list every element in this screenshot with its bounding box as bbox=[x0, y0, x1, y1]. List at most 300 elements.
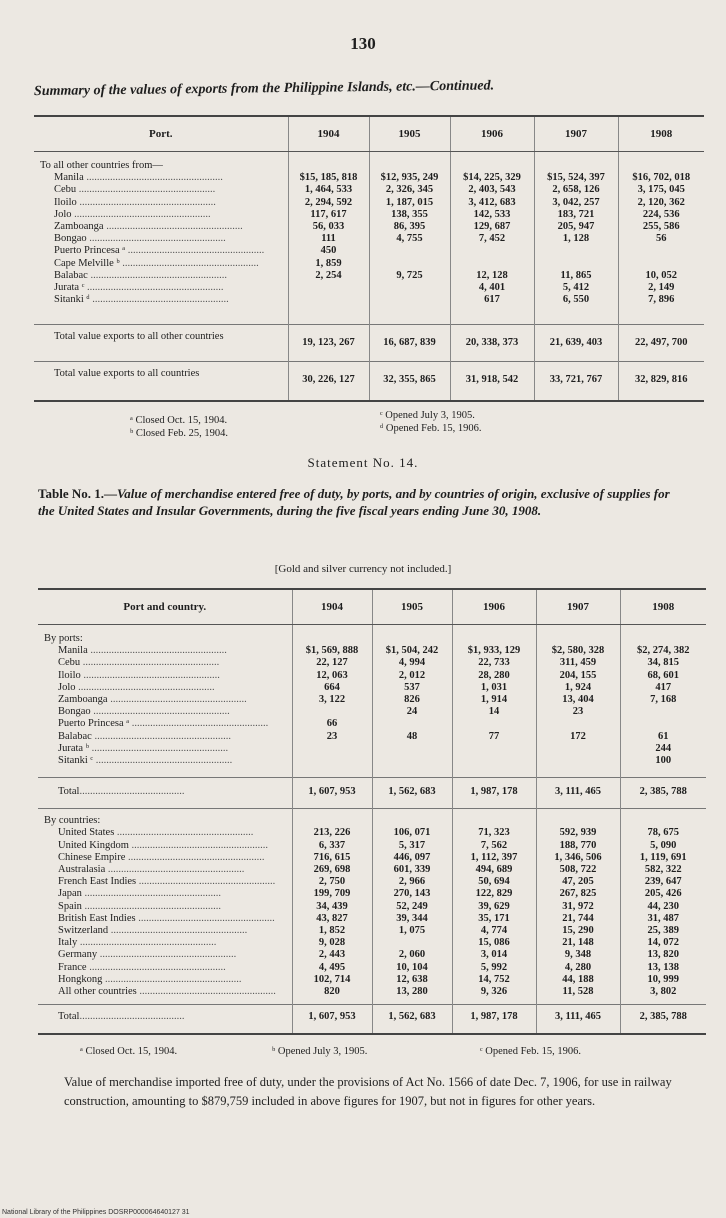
total-other-1905: 16, 687, 839 bbox=[369, 325, 450, 362]
country-row bbox=[38, 876, 706, 888]
port-value-1904: $1, 569, 888 bbox=[292, 645, 372, 657]
total-other-1908: 22, 497, 700 bbox=[618, 325, 704, 362]
country-value-1904: 269, 698 bbox=[292, 864, 372, 876]
port-value-1906 bbox=[452, 718, 536, 730]
country-label-british-east-indies: British East Indies .................................................... bbox=[58, 912, 275, 924]
t2-footnote-c: ᶜ Opened Feb. 15, 1906. bbox=[480, 1046, 581, 1057]
country-value-1908: 31, 487 bbox=[620, 913, 706, 925]
port-label-jolo: Jolo .................................................... bbox=[58, 681, 215, 693]
country-label-united-kingdom: United Kingdom .................................................... bbox=[58, 839, 268, 851]
export-value-1905: 9, 725 bbox=[369, 270, 450, 282]
ports-total-1908: 2, 385, 788 bbox=[620, 778, 706, 809]
country-label-australasia: Australasia .................................................... bbox=[58, 864, 245, 876]
year-header-1908: 1908 bbox=[618, 116, 704, 152]
export-value-1905: 86, 395 bbox=[369, 221, 450, 233]
total-other-1907: 21, 639, 403 bbox=[534, 325, 618, 362]
country-value-1907: 592, 939 bbox=[536, 827, 620, 839]
t2-footnote-a: ᵃ Closed Oct. 15, 1904. bbox=[80, 1046, 178, 1057]
port-value-1908 bbox=[620, 706, 706, 718]
export-value-1907: 11, 865 bbox=[534, 270, 618, 282]
port-row bbox=[38, 718, 706, 730]
export-row bbox=[34, 282, 704, 294]
country-label-hongkong: Hongkong .................................................... bbox=[58, 973, 242, 985]
port-value-1906: 14 bbox=[452, 706, 536, 718]
country-value-1907: 15, 290 bbox=[536, 925, 620, 937]
port-value-1908 bbox=[620, 718, 706, 730]
footnote-c: ᶜ Opened July 3, 1905. bbox=[380, 410, 475, 421]
country-value-1908: 239, 647 bbox=[620, 876, 706, 888]
country-row bbox=[38, 937, 706, 949]
export-value-1907: 3, 042, 257 bbox=[534, 197, 618, 209]
country-label-spain: Spain .................................................... bbox=[58, 900, 222, 912]
country-label-japan: Japan .................................................... bbox=[58, 888, 222, 900]
statement-heading: Statement No. 14. bbox=[307, 455, 419, 470]
port-label-iloilo: Iloilo .................................................... bbox=[58, 669, 220, 681]
export-label-sitanki: Sitanki ᵈ .................................................... bbox=[54, 294, 229, 306]
export-value-1907: 5, 412 bbox=[534, 282, 618, 294]
country-value-1908: 205, 426 bbox=[620, 888, 706, 900]
country-value-1906: 35, 171 bbox=[452, 913, 536, 925]
group-label: To all other countries from— bbox=[40, 160, 163, 171]
export-row bbox=[34, 233, 704, 245]
country-label-chinese-empire: Chinese Empire .................................................... bbox=[58, 851, 265, 863]
country-value-1907: 9, 348 bbox=[536, 949, 620, 961]
country-value-1906: 7, 562 bbox=[452, 840, 536, 852]
country-value-1908: 25, 389 bbox=[620, 925, 706, 937]
country-row bbox=[38, 974, 706, 986]
country-row bbox=[38, 901, 706, 913]
country-value-1908: 44, 230 bbox=[620, 901, 706, 913]
country-value-1904: 6, 337 bbox=[292, 840, 372, 852]
export-value-1906 bbox=[450, 245, 534, 257]
total-all-1904: 30, 226, 127 bbox=[288, 362, 369, 402]
country-value-1905: 1, 075 bbox=[372, 925, 452, 937]
export-label-jurata: Jurata ᶜ .................................................... bbox=[54, 282, 224, 294]
total-all-label: Total value exports to all countries bbox=[54, 368, 200, 380]
export-value-1906: 617 bbox=[450, 294, 534, 306]
port-value-1906 bbox=[452, 755, 536, 767]
export-label-cebu: Cebu .................................................... bbox=[54, 184, 216, 196]
export-label-puerto-princesa: Puerto Princesa ᵃ .................................................... bbox=[54, 245, 265, 257]
country-value-1906: 5, 992 bbox=[452, 962, 536, 974]
country-value-1906: 4, 774 bbox=[452, 925, 536, 937]
country-value-1906: 39, 629 bbox=[452, 901, 536, 913]
country-value-1905: 601, 339 bbox=[372, 864, 452, 876]
export-value-1904: 1, 859 bbox=[288, 258, 369, 270]
export-value-1908: 10, 052 bbox=[618, 270, 704, 282]
port-value-1906: 77 bbox=[452, 731, 536, 743]
country-value-1905: 12, 638 bbox=[372, 974, 452, 986]
port-label-sitanki: Sitanki ᶜ .................................................... bbox=[58, 755, 233, 767]
port-value-1905: 24 bbox=[372, 706, 452, 718]
export-value-1906: $14, 225, 329 bbox=[450, 172, 534, 184]
export-value-1908: $16, 702, 018 bbox=[618, 172, 704, 184]
export-value-1906: 12, 128 bbox=[450, 270, 534, 282]
country-value-1905: 270, 143 bbox=[372, 888, 452, 900]
country-row bbox=[38, 949, 706, 961]
export-value-1907: 183, 721 bbox=[534, 209, 618, 221]
port-value-1904: 22, 127 bbox=[292, 657, 372, 669]
port-value-1906: 28, 280 bbox=[452, 670, 536, 682]
country-value-1907: 508, 722 bbox=[536, 864, 620, 876]
country-value-1904: 102, 714 bbox=[292, 974, 372, 986]
export-value-1904 bbox=[288, 282, 369, 294]
export-value-1904: 111 bbox=[288, 233, 369, 245]
port-label-jurata: Jurata ᵇ .................................................... bbox=[58, 742, 229, 754]
export-row bbox=[34, 270, 704, 282]
country-value-1906: 50, 694 bbox=[452, 876, 536, 888]
export-value-1904: 56, 033 bbox=[288, 221, 369, 233]
port-value-1905 bbox=[372, 743, 452, 755]
by-countries-label: By countries: bbox=[44, 815, 101, 827]
port-value-1904: 66 bbox=[292, 718, 372, 730]
currency-note: [Gold and silver currency not included.] bbox=[274, 563, 452, 575]
country-value-1905: 10, 104 bbox=[372, 962, 452, 974]
table2-title-text: Value of merchandise entered free of duty, by ports, and by countries of origin, exclusive of supplies for the United States and Insular Governments, during the five fiscal years ending June 30, 1908. bbox=[38, 486, 670, 518]
total-other-1904: 19, 123, 267 bbox=[288, 325, 369, 362]
export-row bbox=[34, 294, 704, 306]
export-value-1908: 56 bbox=[618, 233, 704, 245]
page-number: 130 bbox=[350, 34, 376, 53]
country-row bbox=[38, 827, 706, 839]
country-value-1905: 13, 280 bbox=[372, 986, 452, 998]
export-value-1908: 255, 586 bbox=[618, 221, 704, 233]
country-value-1904: 213, 226 bbox=[292, 827, 372, 839]
country-value-1908: 13, 820 bbox=[620, 949, 706, 961]
export-value-1908: 3, 175, 045 bbox=[618, 184, 704, 196]
port-row bbox=[38, 755, 706, 767]
export-value-1905: $12, 935, 249 bbox=[369, 172, 450, 184]
export-value-1907: 205, 947 bbox=[534, 221, 618, 233]
country-value-1904: 43, 827 bbox=[292, 913, 372, 925]
export-value-1906: 129, 687 bbox=[450, 221, 534, 233]
country-value-1907: 21, 148 bbox=[536, 937, 620, 949]
export-value-1905 bbox=[369, 294, 450, 306]
export-row bbox=[34, 197, 704, 209]
countries-total-1905: 1, 562, 683 bbox=[372, 1005, 452, 1035]
country-value-1907: 267, 825 bbox=[536, 888, 620, 900]
export-value-1906: 142, 533 bbox=[450, 209, 534, 221]
t2-year-header-1907: 1907 bbox=[536, 589, 620, 625]
country-label-germany: Germany .................................................... bbox=[58, 949, 237, 961]
export-value-1908: 2, 149 bbox=[618, 282, 704, 294]
export-value-1905: 138, 355 bbox=[369, 209, 450, 221]
country-value-1905: 39, 344 bbox=[372, 913, 452, 925]
port-value-1907: 1, 924 bbox=[536, 682, 620, 694]
countries-total-1904: 1, 607, 953 bbox=[292, 1005, 372, 1035]
export-label-manila: Manila .................................................... bbox=[54, 172, 223, 184]
port-value-1908: 61 bbox=[620, 731, 706, 743]
country-value-1908: 1, 119, 691 bbox=[620, 852, 706, 864]
country-label-italy: Italy .................................................... bbox=[58, 937, 217, 949]
port-row bbox=[38, 670, 706, 682]
port-value-1905: 2, 012 bbox=[372, 670, 452, 682]
port-value-1907: $2, 580, 328 bbox=[536, 645, 620, 657]
port-value-1904 bbox=[292, 706, 372, 718]
export-label-bongao: Bongao .................................................... bbox=[54, 233, 226, 245]
export-value-1904: 450 bbox=[288, 245, 369, 257]
port-column-header: Port. bbox=[34, 116, 288, 152]
country-value-1904: 820 bbox=[292, 986, 372, 998]
port-value-1907 bbox=[536, 755, 620, 767]
total-all-1906: 31, 918, 542 bbox=[450, 362, 534, 402]
total-all-1907: 33, 721, 767 bbox=[534, 362, 618, 402]
port-value-1907: 13, 404 bbox=[536, 694, 620, 706]
free-entries-table bbox=[38, 588, 706, 1035]
country-value-1907: 188, 770 bbox=[536, 840, 620, 852]
country-value-1907: 11, 528 bbox=[536, 986, 620, 998]
port-value-1904: 664 bbox=[292, 682, 372, 694]
export-value-1906: 2, 403, 543 bbox=[450, 184, 534, 196]
country-value-1907: 1, 346, 506 bbox=[536, 852, 620, 864]
port-value-1906: 1, 031 bbox=[452, 682, 536, 694]
country-value-1908: 3, 802 bbox=[620, 986, 706, 998]
port-row bbox=[38, 682, 706, 694]
country-value-1907: 44, 188 bbox=[536, 974, 620, 986]
country-value-1905: 446, 097 bbox=[372, 852, 452, 864]
export-value-1907 bbox=[534, 245, 618, 257]
country-value-1906: 9, 326 bbox=[452, 986, 536, 998]
country-value-1908: 10, 999 bbox=[620, 974, 706, 986]
port-value-1906: $1, 933, 129 bbox=[452, 645, 536, 657]
total-all-1905: 32, 355, 865 bbox=[369, 362, 450, 402]
port-value-1904 bbox=[292, 755, 372, 767]
export-value-1904: 2, 294, 592 bbox=[288, 197, 369, 209]
countries-total-1908: 2, 385, 788 bbox=[620, 1005, 706, 1035]
export-value-1905: 2, 326, 345 bbox=[369, 184, 450, 196]
export-value-1907: $15, 524, 397 bbox=[534, 172, 618, 184]
port-value-1908: 244 bbox=[620, 743, 706, 755]
country-value-1906: 71, 323 bbox=[452, 827, 536, 839]
port-value-1904 bbox=[292, 743, 372, 755]
export-value-1906: 7, 452 bbox=[450, 233, 534, 245]
export-value-1904: $15, 185, 818 bbox=[288, 172, 369, 184]
port-value-1905: 48 bbox=[372, 731, 452, 743]
country-value-1905: 5, 317 bbox=[372, 840, 452, 852]
export-value-1905 bbox=[369, 282, 450, 294]
country-value-1906: 15, 086 bbox=[452, 937, 536, 949]
export-label-jolo: Jolo .................................................... bbox=[54, 208, 211, 220]
port-value-1905 bbox=[372, 718, 452, 730]
port-value-1908: 68, 601 bbox=[620, 670, 706, 682]
t2-footnote-b: ᵇ Opened July 3, 1905. bbox=[272, 1046, 368, 1057]
ports-total-label: Total........................................ bbox=[58, 786, 185, 798]
port-label-cebu: Cebu .................................................... bbox=[58, 657, 220, 669]
t2-year-header-1908: 1908 bbox=[620, 589, 706, 625]
country-label-united-states: United States .................................................... bbox=[58, 827, 254, 839]
closing-paragraph: Value of merchandise imported free of duty, under the provisions of Act No. 1566 of date Dec. 7, 1906, for use in railway construction, amounting to $879,759 included in above figures for 1907, but not in figures for other years. bbox=[64, 1075, 672, 1108]
country-value-1907: 21, 744 bbox=[536, 913, 620, 925]
table2-title-prefix: Table No. 1.— bbox=[38, 486, 117, 501]
country-value-1905: 2, 966 bbox=[372, 876, 452, 888]
port-value-1908: 34, 815 bbox=[620, 657, 706, 669]
port-country-column-header: Port and country. bbox=[38, 589, 292, 625]
export-row bbox=[34, 221, 704, 233]
footnote-a: ᵃ Closed Oct. 15, 1904. bbox=[130, 415, 228, 426]
port-value-1907 bbox=[536, 718, 620, 730]
country-value-1906: 1, 112, 397 bbox=[452, 852, 536, 864]
country-row bbox=[38, 962, 706, 974]
export-value-1907 bbox=[534, 258, 618, 270]
country-value-1908: 78, 675 bbox=[620, 827, 706, 839]
footnote-d: ᵈ Opened Feb. 15, 1906. bbox=[380, 423, 482, 434]
port-row bbox=[38, 657, 706, 669]
port-value-1905 bbox=[372, 755, 452, 767]
summary-title: Summary of the values of exports from the Philippine Islands, etc.—Continued. bbox=[33, 78, 495, 100]
port-value-1905: $1, 504, 242 bbox=[372, 645, 452, 657]
port-value-1905: 537 bbox=[372, 682, 452, 694]
country-row bbox=[38, 913, 706, 925]
year-header-1905: 1905 bbox=[369, 116, 450, 152]
port-value-1906 bbox=[452, 743, 536, 755]
ports-total-1906: 1, 987, 178 bbox=[452, 778, 536, 809]
port-value-1907: 204, 155 bbox=[536, 670, 620, 682]
country-value-1906: 3, 014 bbox=[452, 949, 536, 961]
port-value-1907 bbox=[536, 743, 620, 755]
country-value-1905 bbox=[372, 937, 452, 949]
export-row bbox=[34, 209, 704, 221]
port-value-1906: 22, 733 bbox=[452, 657, 536, 669]
countries-total-1906: 1, 987, 178 bbox=[452, 1005, 536, 1035]
export-value-1907: 1, 128 bbox=[534, 233, 618, 245]
t2-year-header-1906: 1906 bbox=[452, 589, 536, 625]
country-value-1905: 52, 249 bbox=[372, 901, 452, 913]
export-row bbox=[34, 172, 704, 184]
country-value-1906: 14, 752 bbox=[452, 974, 536, 986]
total-other-1906: 20, 338, 373 bbox=[450, 325, 534, 362]
export-value-1907: 2, 658, 126 bbox=[534, 184, 618, 196]
export-value-1908 bbox=[618, 258, 704, 270]
export-value-1905: 4, 755 bbox=[369, 233, 450, 245]
country-value-1905: 2, 060 bbox=[372, 949, 452, 961]
ports-total-1907: 3, 111, 465 bbox=[536, 778, 620, 809]
country-value-1908: 13, 138 bbox=[620, 962, 706, 974]
export-value-1904: 117, 617 bbox=[288, 209, 369, 221]
total-other-label: Total value exports to all other countries bbox=[54, 331, 224, 343]
footnote-b: ᵇ Closed Feb. 25, 1904. bbox=[130, 428, 229, 439]
year-header-1904: 1904 bbox=[288, 116, 369, 152]
export-value-1908: 224, 536 bbox=[618, 209, 704, 221]
export-row bbox=[34, 258, 704, 270]
export-value-1904: 1, 464, 533 bbox=[288, 184, 369, 196]
port-value-1906: 1, 914 bbox=[452, 694, 536, 706]
export-value-1908: 2, 120, 362 bbox=[618, 197, 704, 209]
ports-total-1904: 1, 607, 953 bbox=[292, 778, 372, 809]
export-value-1906 bbox=[450, 258, 534, 270]
port-value-1904: 12, 063 bbox=[292, 670, 372, 682]
export-value-1905 bbox=[369, 245, 450, 257]
by-ports-label: By ports: bbox=[44, 633, 83, 644]
port-row bbox=[38, 743, 706, 755]
port-value-1907: 23 bbox=[536, 706, 620, 718]
port-value-1907: 311, 459 bbox=[536, 657, 620, 669]
country-value-1904: 34, 439 bbox=[292, 901, 372, 913]
port-label-puerto-princesa: Puerto Princesa ᵃ .................................................... bbox=[58, 718, 269, 730]
country-label-french-east-indies: French East Indies .................................................... bbox=[58, 876, 276, 888]
export-value-1904: 2, 254 bbox=[288, 270, 369, 282]
export-label-cape-melville: Cape Melville ᵇ .................................................... bbox=[54, 257, 259, 269]
country-value-1904: 9, 028 bbox=[292, 937, 372, 949]
country-label-france: France .................................................... bbox=[58, 961, 226, 973]
country-value-1908: 5, 090 bbox=[620, 840, 706, 852]
country-row bbox=[38, 986, 706, 998]
port-value-1905: 826 bbox=[372, 694, 452, 706]
exports-table bbox=[34, 115, 704, 402]
port-value-1904: 23 bbox=[292, 731, 372, 743]
export-row bbox=[34, 245, 704, 257]
port-row bbox=[38, 694, 706, 706]
port-value-1908: 417 bbox=[620, 682, 706, 694]
country-row bbox=[38, 840, 706, 852]
port-value-1908: 7, 168 bbox=[620, 694, 706, 706]
export-value-1908 bbox=[618, 245, 704, 257]
port-label-zamboanga: Zamboanga .................................................... bbox=[58, 694, 247, 706]
port-value-1904: 3, 122 bbox=[292, 694, 372, 706]
country-value-1905: 106, 071 bbox=[372, 827, 452, 839]
t2-year-header-1904: 1904 bbox=[292, 589, 372, 625]
port-row bbox=[38, 645, 706, 657]
port-label-manila: Manila .................................................... bbox=[58, 645, 227, 657]
export-value-1906: 4, 401 bbox=[450, 282, 534, 294]
table2-title bbox=[38, 485, 688, 519]
t2-year-header-1905: 1905 bbox=[372, 589, 452, 625]
country-value-1904: 2, 443 bbox=[292, 949, 372, 961]
export-value-1905: 1, 187, 015 bbox=[369, 197, 450, 209]
country-value-1907: 47, 205 bbox=[536, 876, 620, 888]
country-value-1906: 494, 689 bbox=[452, 864, 536, 876]
country-row bbox=[38, 925, 706, 937]
ports-total-1905: 1, 562, 683 bbox=[372, 778, 452, 809]
export-label-balabac: Balabac .................................................... bbox=[54, 269, 227, 281]
country-value-1904: 716, 615 bbox=[292, 852, 372, 864]
port-value-1907: 172 bbox=[536, 731, 620, 743]
export-row bbox=[34, 184, 704, 196]
total-all-1908: 32, 829, 816 bbox=[618, 362, 704, 402]
port-label-balabac: Balabac .................................................... bbox=[58, 730, 231, 742]
country-label-all-other-countries: All other countries .................................................... bbox=[58, 986, 276, 998]
library-stamp: National Library of the Philippines DOSRP000064640127 31 bbox=[2, 1209, 190, 1216]
export-value-1908: 7, 896 bbox=[618, 294, 704, 306]
export-value-1906: 3, 412, 683 bbox=[450, 197, 534, 209]
port-row bbox=[38, 731, 706, 743]
port-value-1908: 100 bbox=[620, 755, 706, 767]
country-value-1906: 122, 829 bbox=[452, 888, 536, 900]
country-value-1904: 199, 709 bbox=[292, 888, 372, 900]
country-value-1904: 2, 750 bbox=[292, 876, 372, 888]
country-value-1907: 31, 972 bbox=[536, 901, 620, 913]
country-row bbox=[38, 888, 706, 900]
country-value-1908: 14, 072 bbox=[620, 937, 706, 949]
port-value-1905: 4, 994 bbox=[372, 657, 452, 669]
country-row bbox=[38, 852, 706, 864]
country-value-1908: 582, 322 bbox=[620, 864, 706, 876]
country-value-1907: 4, 280 bbox=[536, 962, 620, 974]
export-value-1907: 6, 550 bbox=[534, 294, 618, 306]
export-value-1905 bbox=[369, 258, 450, 270]
countries-total-label: Total........................................ bbox=[58, 1011, 185, 1023]
country-row bbox=[38, 864, 706, 876]
port-row bbox=[38, 706, 706, 718]
country-label-switzerland: Switzerland .................................................... bbox=[58, 925, 248, 937]
export-value-1904 bbox=[288, 294, 369, 306]
country-value-1904: 1, 852 bbox=[292, 925, 372, 937]
country-value-1904: 4, 495 bbox=[292, 962, 372, 974]
year-header-1907: 1907 bbox=[534, 116, 618, 152]
port-label-bongao: Bongao .................................................... bbox=[58, 706, 230, 718]
export-label-zamboanga: Zamboanga .................................................... bbox=[54, 221, 243, 233]
year-header-1906: 1906 bbox=[450, 116, 534, 152]
export-label-iloilo: Iloilo .................................................... bbox=[54, 196, 216, 208]
